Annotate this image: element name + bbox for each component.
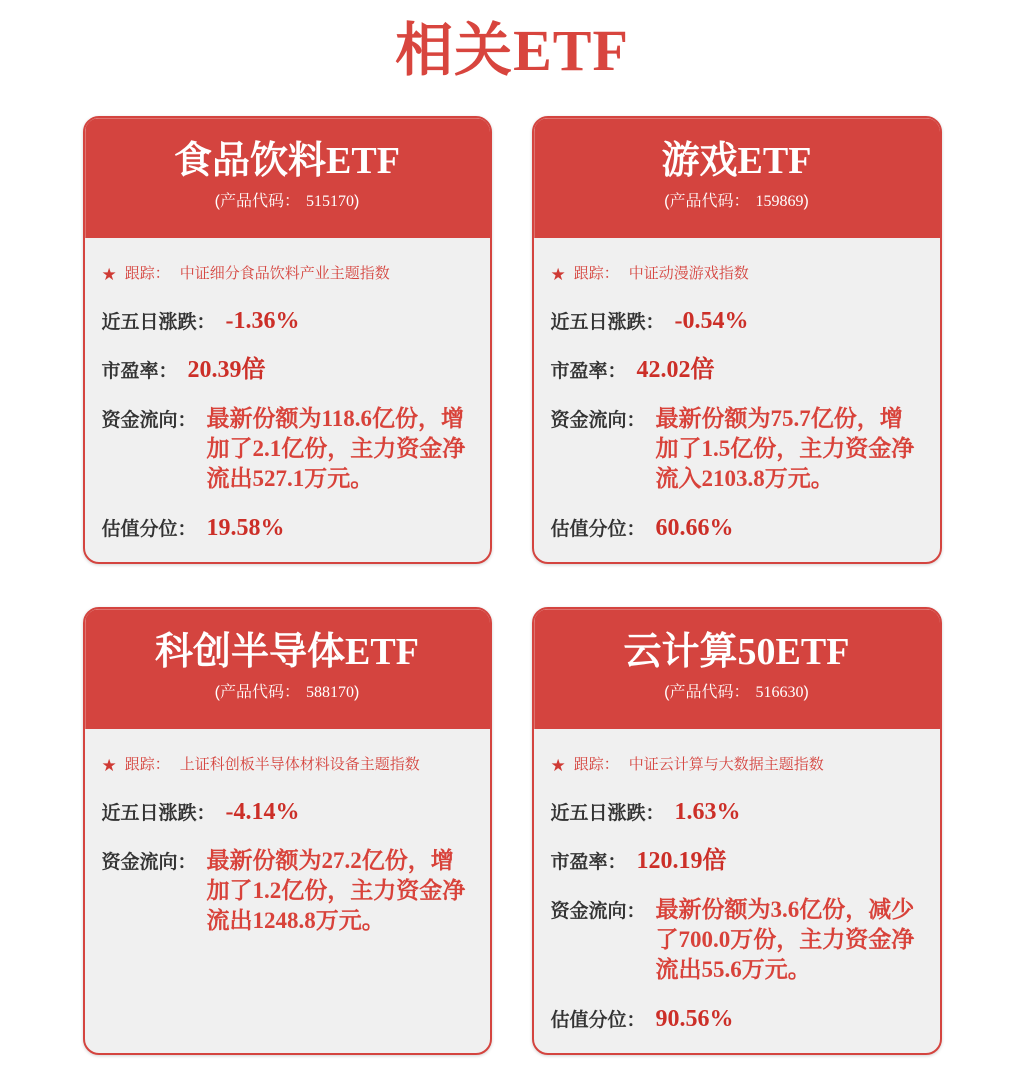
tracked-index-row	[102, 755, 474, 775]
track-label: 跟踪：	[573, 265, 619, 282]
product-code-value: 515170	[306, 193, 354, 210]
star-icon: ★	[101, 755, 117, 775]
fund-flow-row	[102, 404, 474, 494]
valuation-row	[102, 513, 474, 543]
etf-name-latin: ETF	[737, 140, 812, 182]
card-body	[85, 238, 490, 543]
pe-label: 市盈率：	[550, 361, 627, 382]
card-header	[85, 118, 490, 238]
change-5d-label: 近五日涨跌：	[101, 803, 216, 824]
fund-flow-value: 最新份额为75.7亿份，增加了1.5亿份，主力资金净流入2103.8万元。	[655, 406, 915, 491]
fund-flow-row	[102, 846, 474, 936]
product-code-line	[85, 683, 490, 703]
card-header	[534, 609, 940, 729]
etf-name-cn: 食品饮料	[174, 140, 327, 182]
etf-card-star-semiconductor	[83, 607, 492, 1055]
change-5d-label: 近五日涨跌：	[550, 803, 665, 824]
etf-name-latin: ETF	[326, 140, 400, 182]
product-code-suffix: )	[354, 684, 360, 701]
pe-value: 20.39倍	[187, 357, 266, 383]
change-5d-row	[102, 306, 474, 336]
product-code-prefix: (产品代码：	[214, 193, 300, 210]
etf-name-latin: ETF	[345, 631, 419, 673]
valuation-value: 19.58%	[206, 515, 285, 541]
card-body	[85, 729, 490, 936]
valuation-value: 60.66%	[655, 515, 734, 541]
product-code-value: 516630	[755, 684, 804, 701]
change-5d-value: 1.63%	[674, 799, 741, 825]
change-5d-value: -0.54%	[674, 308, 749, 334]
tracked-index-row	[551, 264, 924, 284]
change-5d-label: 近五日涨跌：	[101, 312, 216, 333]
tracked-index-name: 中证云计算与大数据主题指数	[628, 756, 824, 773]
tracked-index-name: 上证科创板半导体材料设备主题指数	[179, 756, 420, 773]
etf-card-cloud-computing	[532, 607, 942, 1055]
product-code-prefix: (产品代码：	[664, 684, 750, 701]
page-title-cn: 相关	[395, 18, 514, 83]
product-code-line	[534, 192, 940, 212]
tracked-index-name: 中证细分食品饮料产业主题指数	[179, 265, 390, 282]
etf-name	[534, 629, 940, 675]
star-icon: ★	[101, 264, 117, 284]
star-icon: ★	[550, 755, 566, 775]
track-label: 跟踪：	[573, 756, 619, 773]
pe-label: 市盈率：	[550, 852, 627, 873]
pe-label: 市盈率：	[101, 361, 178, 382]
valuation-label: 估值分位：	[550, 519, 646, 540]
change-5d-row	[551, 306, 924, 336]
fund-flow-label: 资金流向：	[550, 410, 646, 431]
product-code-suffix: )	[803, 193, 809, 210]
change-5d-value: -1.36%	[225, 308, 300, 334]
etf-card-game	[532, 116, 942, 564]
etf-name-cn: 云计算	[623, 631, 738, 673]
change-5d-value: -4.14%	[225, 799, 300, 825]
valuation-row	[551, 1004, 924, 1034]
card-body	[534, 238, 940, 543]
fund-flow-label: 资金流向：	[101, 852, 197, 873]
change-5d-row	[551, 797, 924, 827]
etf-name-cn: 游戏	[661, 140, 738, 182]
change-5d-label: 近五日涨跌：	[550, 312, 665, 333]
product-code-value: 159869	[755, 193, 804, 210]
track-label: 跟踪：	[124, 265, 170, 282]
pe-row	[102, 355, 474, 385]
fund-flow-value: 最新份额为27.2亿份，增加了1.2亿份，主力资金净流出1248.8万元。	[206, 848, 466, 933]
tracked-index-row	[102, 264, 474, 284]
fund-flow-value: 最新份额为118.6亿份，增加了2.1亿份，主力资金净流出527.1万元。	[206, 406, 466, 491]
product-code-suffix: )	[354, 193, 360, 210]
change-5d-row	[102, 797, 474, 827]
etf-name	[85, 138, 490, 184]
card-header	[85, 609, 490, 729]
product-code-prefix: (产品代码：	[664, 193, 750, 210]
pe-value: 42.02倍	[636, 357, 715, 383]
pe-row	[551, 355, 924, 385]
page-title	[0, 0, 1024, 88]
product-code-line	[85, 192, 490, 212]
etf-name	[85, 629, 490, 675]
fund-flow-value: 最新份额为3.6亿份，减少了700.0万份，主力资金净流出55.6万元。	[655, 897, 915, 982]
etf-card-food-beverage	[83, 116, 492, 564]
fund-flow-row	[551, 895, 924, 985]
etf-name	[534, 138, 940, 184]
product-code-prefix: (产品代码：	[214, 684, 300, 701]
star-icon: ★	[550, 264, 566, 284]
fund-flow-row	[551, 404, 924, 494]
valuation-label: 估值分位：	[101, 519, 197, 540]
product-code-suffix: )	[803, 684, 809, 701]
track-label: 跟踪：	[124, 756, 170, 773]
fund-flow-label: 资金流向：	[101, 410, 197, 431]
etf-name-latin: 50ETF	[737, 631, 850, 673]
valuation-value: 90.56%	[655, 1006, 734, 1032]
fund-flow-label: 资金流向：	[550, 901, 646, 922]
pe-value: 120.19倍	[636, 848, 727, 874]
valuation-row	[551, 513, 924, 543]
tracked-index-name: 中证动漫游戏指数	[628, 265, 749, 282]
valuation-label: 估值分位：	[550, 1010, 646, 1031]
etf-name-cn: 科创半导体	[155, 631, 346, 673]
card-body	[534, 729, 940, 1034]
tracked-index-row	[551, 755, 924, 775]
etf-cards-grid	[83, 116, 942, 1055]
product-code-value: 588170	[306, 684, 354, 701]
page-title-latin: ETF	[513, 18, 629, 83]
product-code-line	[534, 683, 940, 703]
pe-row	[551, 846, 924, 876]
card-header	[534, 118, 940, 238]
